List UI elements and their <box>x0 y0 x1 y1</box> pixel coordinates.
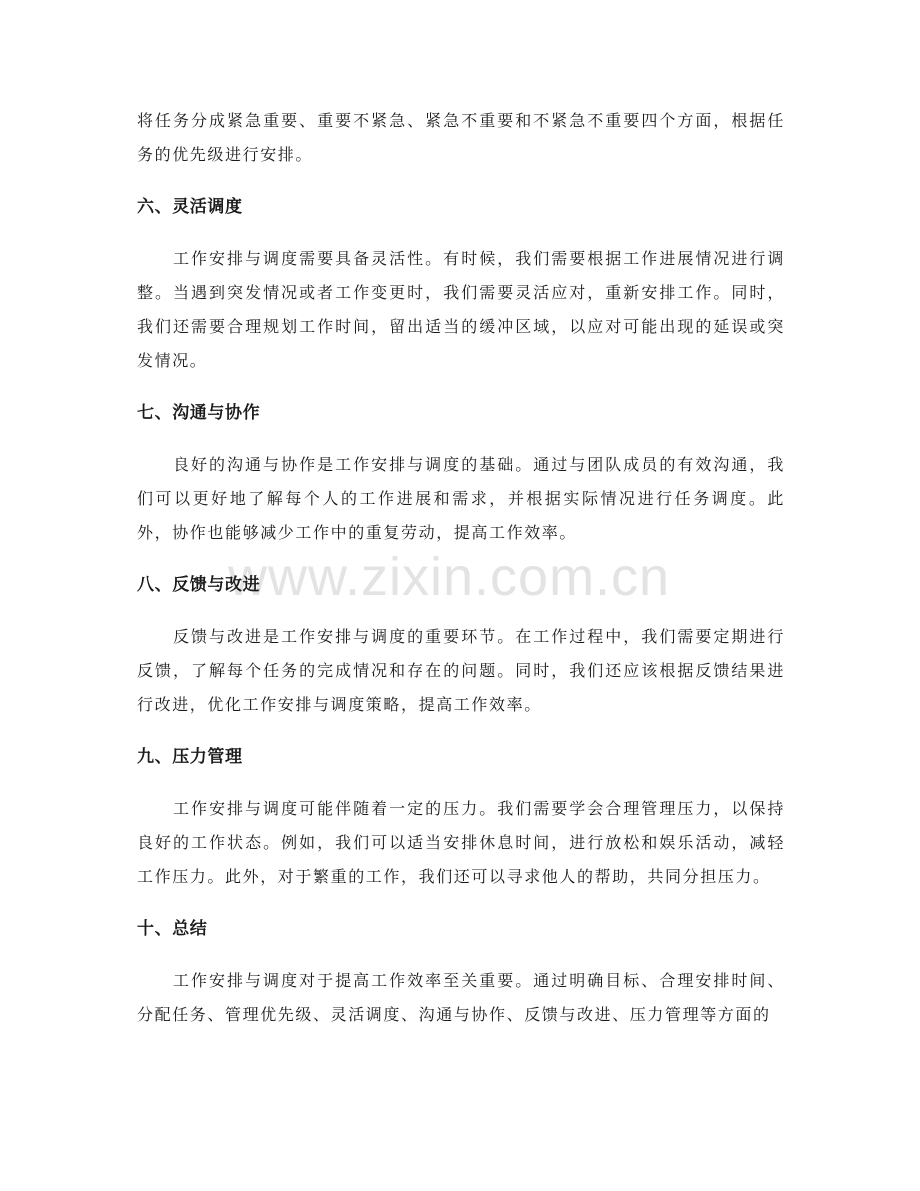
section-6-body: 工作安排与调度需要具备灵活性。有时候，我们需要根据工作进展情况进行调整。当遇到突发情况或者工作变更时，我们需要灵活应对，重新安排工作。同时，我们还需要合理规划工作时间，留出适当的缓冲区域，以应对可能出现的延误或突发情况。 <box>137 249 785 370</box>
section-9-body: 工作安排与调度可能伴随着一定的压力。我们需要学会合理管理压力，以保持良好的工作状态。例如，我们可以适当安排休息时间，进行放松和娱乐活动，减轻工作压力。此外，对于繁重的工作，我们还可以寻求他人的帮助，共同分担压力。 <box>137 799 785 886</box>
section-9-heading: 九、压力管理 <box>137 747 243 767</box>
section-8-heading: 八、反馈与改进 <box>137 575 261 595</box>
section-10-heading: 十、总结 <box>137 919 208 939</box>
intro-paragraph: 将任务分成紧急重要、重要不紧急、紧急不重要和不紧急不重要四个方面，根据任务的优先级进行安排。 <box>137 111 785 164</box>
watermark: www.zixin.com.cn <box>228 547 671 607</box>
section-7-body: 良好的沟通与协作是工作安排与调度的基础。通过与团队成员的有效沟通，我们可以更好地了解每个人的工作进展和需求，并根据实际情况进行任务调度。此外，协作也能够减少工作中的重复劳动，提高工作效率。 <box>137 455 785 542</box>
section-8-body: 反馈与改进是工作安排与调度的重要环节。在工作过程中，我们需要定期进行反馈，了解每个任务的完成情况和存在的问题。同时，我们还应该根据反馈结果进行改进，优化工作安排与调度策略，提高工作效率。 <box>137 627 785 714</box>
document-content <box>137 104 785 1032</box>
section-6-heading: 六、灵活调度 <box>137 197 243 217</box>
section-7-heading: 七、沟通与协作 <box>137 403 261 423</box>
section-10-body: 工作安排与调度对于提高工作效率至关重要。通过明确目标、合理安排时间、分配任务、管理优先级、灵活调度、沟通与协作、反馈与改进、压力管理等方面的 <box>137 971 785 1024</box>
